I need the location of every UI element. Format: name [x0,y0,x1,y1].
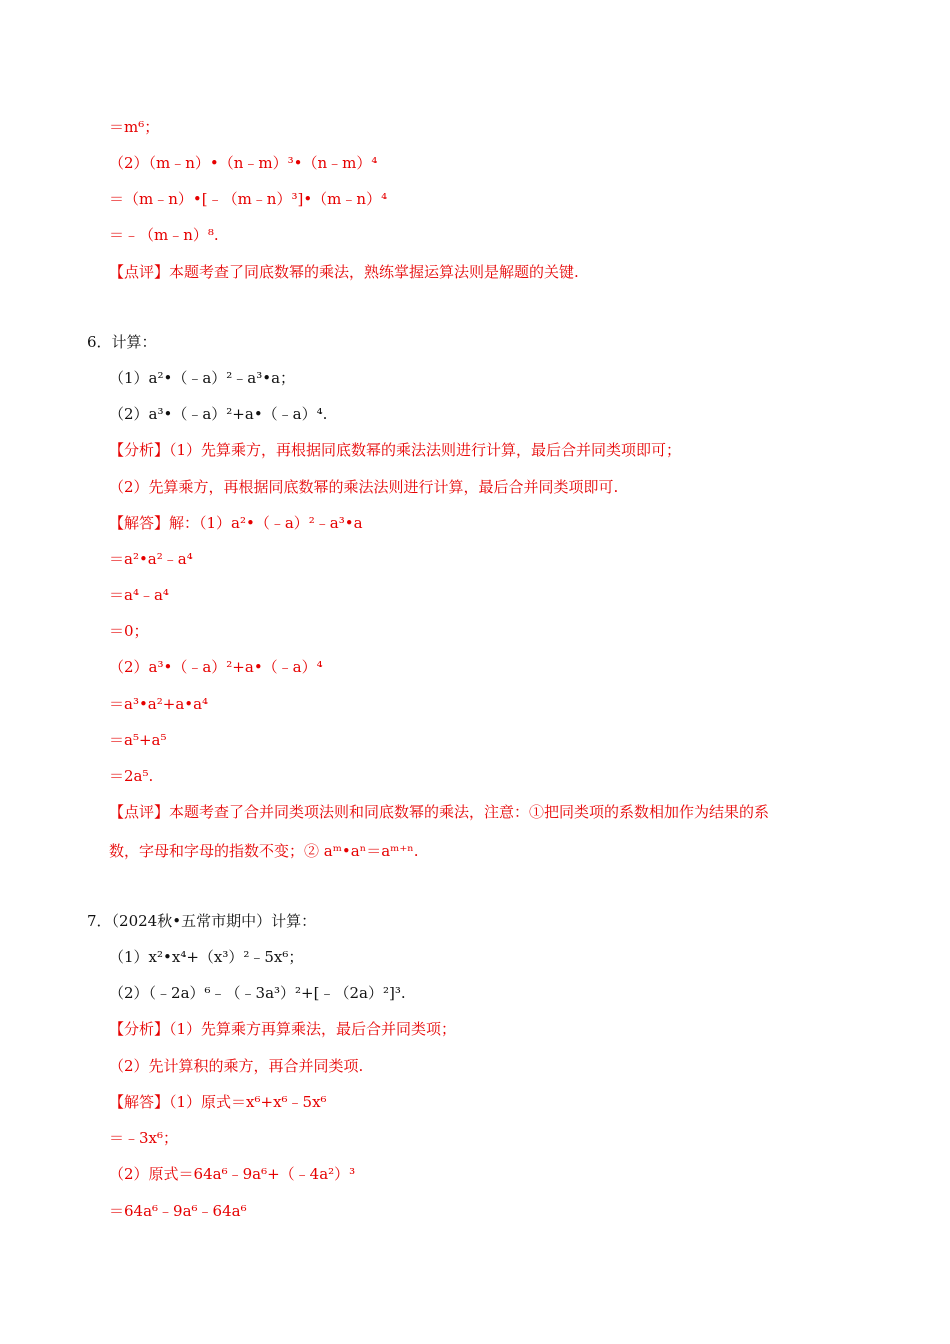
comment-line: 【点评】本题考查了同底数幂的乘法，熟练掌握运算法则是解题的关键. [109,263,579,281]
solution-line: ＝m⁶； [109,118,160,136]
solution-line: ＝0； [109,622,149,640]
solution-line: （2）a³•（﹣a）²+a•（﹣a）⁴ [109,658,323,676]
solution-line: （2）原式＝64a⁶﹣9a⁶+（﹣4a²）³ [109,1165,356,1183]
question-part: （1）x²•x⁴+（x³）²﹣5x⁶； [109,948,304,966]
question-title: 7．（2024秋•五常市期中）计算： [87,912,317,930]
solution-line: ＝a³•a²+a•a⁴ [109,695,209,713]
solution-line: （2）（m﹣n）•（n﹣m）³•（n﹣m）⁴ [109,154,378,172]
comment-line: 数，字母和字母的指数不变；② aᵐ•aⁿ＝aᵐ⁺ⁿ. [109,842,419,860]
solution-line: 【解答】（1）原式＝x⁶+x⁶﹣5x⁶ [109,1093,327,1111]
solution-line: ＝2a⁵. [109,767,154,785]
solution-line: ＝﹣3x⁶； [109,1129,179,1147]
question-part: （2）a³•（﹣a）²+a•（﹣a）⁴. [109,405,328,423]
solution-line: ＝（m﹣n）•[﹣（m﹣n）³]•（m﹣n）⁴ [109,190,388,208]
comment-line: 【点评】本题考查了合并同类项法则和同底数幂的乘法，注意：①把同类项的系数相加作为结果的系 [109,803,770,821]
solution-line: ＝a²•a²﹣a⁴ [109,550,193,568]
solution-line: ＝64a⁶﹣9a⁶﹣64a⁶ [109,1202,247,1220]
solution-line: 【解答】解：（1）a²•（﹣a）²﹣a³•a [109,514,363,532]
analysis-line: （2）先计算积的乘方，再合并同类项. [109,1057,364,1075]
solution-line: ＝a⁴﹣a⁴ [109,586,169,604]
analysis-line: 【分析】（1）先算乘方，再根据同底数幂的乘法法则进行计算，最后合并同类项即可； [109,441,682,459]
solution-line: ＝﹣（m﹣n）⁸. [109,226,219,244]
analysis-line: （2）先算乘方，再根据同底数幂的乘法法则进行计算，最后合并同类项即可. [109,478,619,496]
analysis-line: 【分析】（1）先算乘方再算乘法，最后合并同类项； [109,1020,457,1038]
solution-line: ＝a⁵+a⁵ [109,731,167,749]
question-title: 6．计算： [87,333,157,351]
question-part: （1）a²•（﹣a）²﹣a³•a； [109,369,296,387]
question-part: （2）（﹣2a）⁶﹣（﹣3a³）²+[﹣（2a）²]³. [109,984,406,1002]
